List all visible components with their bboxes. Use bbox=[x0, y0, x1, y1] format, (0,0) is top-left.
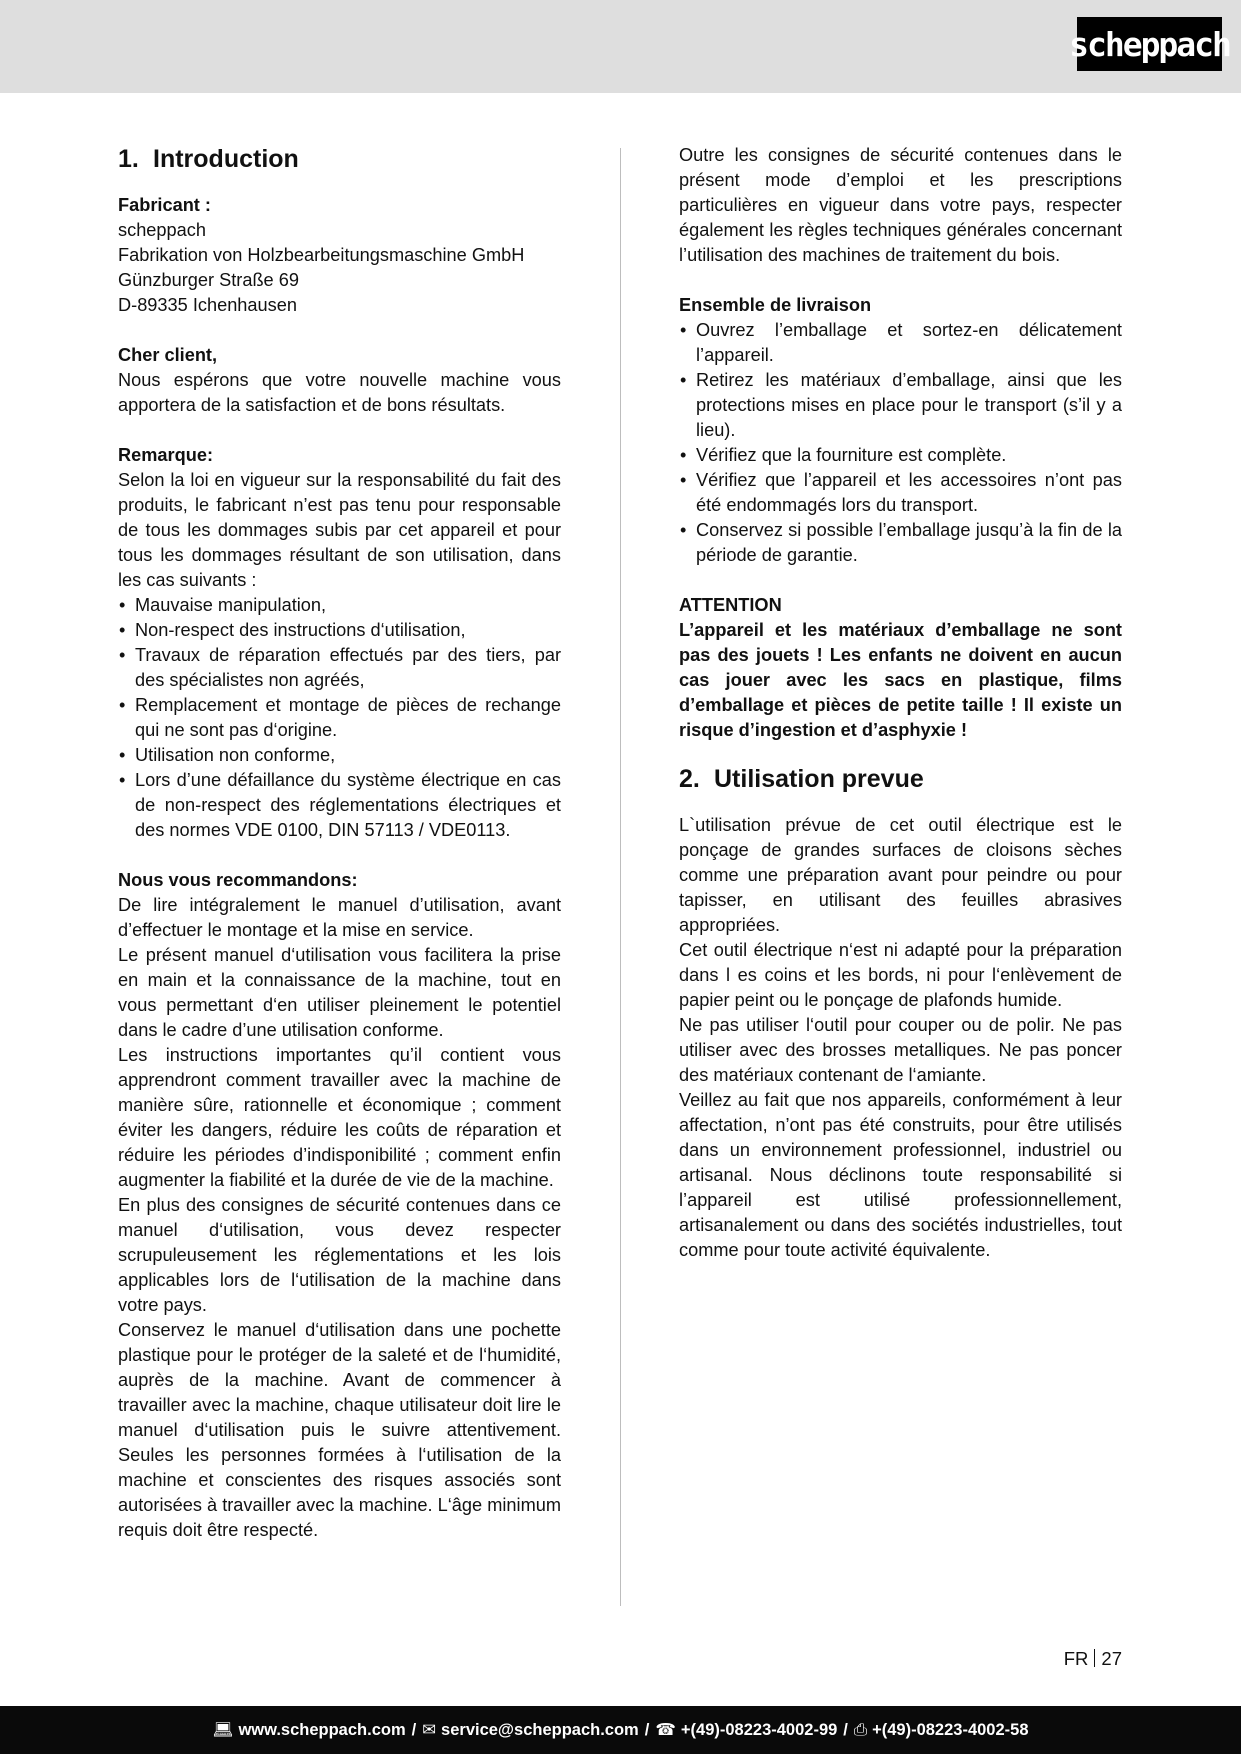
left-column bbox=[118, 143, 561, 1543]
manufacturer-line: Günzburger Straße 69 bbox=[118, 270, 299, 290]
note-label: Remarque: bbox=[118, 445, 214, 465]
recommend-paragraph: En plus des consignes de sécurité contenues dans ce manuel d‘utilisation, vous devez respecter scrupuleusement les réglementations et les lois applicables lors de l‘utilisation de la machine dans votre pays. bbox=[118, 1195, 561, 1315]
footer-fax: +(49)-08223-4002-58 bbox=[872, 1720, 1029, 1739]
delivery-label: Ensemble de livraison bbox=[679, 295, 872, 315]
attention-label: ATTENTION bbox=[679, 595, 782, 615]
footer-separator: / bbox=[843, 1720, 848, 1739]
list-item: • Utilisation non conforme, bbox=[118, 743, 561, 768]
greeting-label: Cher client, bbox=[118, 345, 218, 365]
section-heading-introduction bbox=[118, 143, 561, 175]
delivery-list bbox=[679, 318, 1122, 568]
recommend-paragraph: Conservez le manuel d‘utilisation dans une pochette plastique pour le protéger de la saleté et de l‘humidité, auprès de la machine. Avant de commencer à travailler avec la machine, chaque utilisateur doit lire le manuel d‘utilisation puis le suivre attentivement. Seules les personnes formées à l‘utilisation de la machine et conscientes des risques associés sont autorisées à travailler avec la machine. L‘âge minimum requis doit être respecté. bbox=[118, 1320, 561, 1540]
section-heading-intended-use bbox=[679, 763, 1122, 795]
manufacturer-label: Fabricant : bbox=[118, 195, 211, 215]
footer-phone: +(49)-08223-4002-99 bbox=[680, 1720, 838, 1739]
safety-intro-text: Outre les consignes de sécurité contenues dans le présent mode d’emploi et les prescriptions particulières en vigueur dans votre pays, respecter également les règles techniques générales concernant l’utilisation des machines de traitement du bois. bbox=[679, 145, 1122, 265]
right-column bbox=[679, 143, 1122, 1263]
section-number: 2. bbox=[679, 765, 700, 793]
attention-text: L’appareil et les matériaux d’emballage ne sont pas des jouets ! Les enfants ne doivent en aucun cas jouer avec les sacs en plastique, films d’emballage et pièces de petite taille ! Il existe un risque d’ingestion et d’asphyxie ! bbox=[679, 620, 1122, 740]
list-item: • Travaux de réparation effectués par des tiers, par des spécialistes non agréés, bbox=[118, 643, 561, 693]
list-item: • Mauvaise manipulation, bbox=[118, 593, 561, 618]
section-title: Utilisation prevue bbox=[714, 765, 924, 793]
list-item: • Remplacement et montage de pièces de rechange qui ne sont pas d‘origine. bbox=[118, 693, 561, 743]
list-item: • Vérifiez que la fourniture est complète. bbox=[679, 443, 1122, 468]
envelope-icon: ✉︎ bbox=[422, 1721, 437, 1739]
page-number bbox=[1040, 1646, 1122, 1671]
usage-paragraph: Cet outil électrique n‘est ni adapté pour la préparation dans l es coins et les bords, ni pour l‘enlèvement de papier peint ou le ponçage de plafonds humide. bbox=[679, 940, 1122, 1010]
list-item: • Vérifiez que l’appareil et les accessoires n’ont pas été endommagés lors du transport. bbox=[679, 468, 1122, 518]
footer-separator: / bbox=[411, 1720, 417, 1739]
manufacturer-line: D-89335 Ichenhausen bbox=[118, 295, 297, 315]
recommend-paragraph: Les instructions importantes qu’il contient vous apprendront comment travailler avec la machine de manière sûre, rationnelle et économique ; comment éviter les dangers, réduire les coûts de réparation et réduire les périodes d’indisponibilité ; comment enfin augmenter la fiabilité et la durée de vie de la machine. bbox=[118, 1045, 561, 1190]
brand-logo: scheppach bbox=[1077, 17, 1222, 71]
list-item: • Retirez les matériaux d’emballage, ainsi que les protections mises en place pour le transport (s’il y a lieu). bbox=[679, 368, 1122, 443]
column-divider bbox=[620, 148, 621, 1606]
page-number-value: 27 bbox=[1101, 1648, 1122, 1669]
page-number-separator bbox=[1094, 1649, 1095, 1667]
usage-paragraph: L`utilisation prévue de cet outil électrique est le ponçage de grandes surfaces de cloisons sèches comme une préparation avant pour peindre ou pour tapisser, en utilisant des feuilles abrasives appropriées. bbox=[679, 815, 1122, 935]
note-text: Selon la loi en vigueur sur la responsabilité du fait des produits, le fabricant n’est pas tenu pour responsable de tous les dommages subis par cet appareil et pour tous les dommages résultant de son utilisation, dans les cas suivants : bbox=[118, 470, 561, 590]
note-list bbox=[118, 593, 561, 843]
section-title: Introduction bbox=[153, 145, 299, 173]
manufacturer-line: Fabrikation von Holzbearbeitungsmaschine GmbH bbox=[118, 245, 525, 265]
list-item: • Non-respect des instructions d‘utilisation, bbox=[118, 618, 561, 643]
list-item: • Conservez si possible l’emballage jusqu’à la fin de la période de garantie. bbox=[679, 518, 1122, 568]
phone-icon: ☎︎ bbox=[655, 1721, 676, 1739]
computer-icon: 💻︎ bbox=[212, 1720, 234, 1739]
recommend-paragraph: De lire intégralement le manuel d’utilisation, avant d’effectuer le montage et la mise en service. bbox=[118, 895, 561, 940]
language-code: FR bbox=[1063, 1648, 1089, 1669]
usage-paragraph: Veillez au fait que nos appareils, conformément à leur affectation, n’ont pas été construits, pour être utilisés dans un environnement professionnel, industriel ou artisanal. Nous déclinons toute responsabilité si l’appareil est utilisé professionnellement, artisanalement ou dans des sociétés industrielles, tout comme pour toute activité équivalente. bbox=[679, 1090, 1122, 1260]
list-item: • Ouvrez l’emballage et sortez-en délicatement l’appareil. bbox=[679, 318, 1122, 368]
manufacturer-line: scheppach bbox=[118, 220, 206, 240]
footer-contact-bar bbox=[0, 1706, 1241, 1754]
footer-separator: / bbox=[644, 1720, 650, 1739]
usage-paragraph: Ne pas utiliser l‘outil pour couper ou de polir. Ne pas utiliser avec des brosses metalliques. Ne pas poncer des matériaux contenant de l‘amiante. bbox=[679, 1015, 1122, 1085]
recommend-label: Nous vous recommandons: bbox=[118, 870, 358, 890]
fax-icon: ⎙ bbox=[853, 1720, 868, 1739]
header-band bbox=[0, 0, 1241, 93]
footer-website-link[interactable]: www.scheppach.com bbox=[238, 1720, 406, 1739]
footer-email-link[interactable]: service@scheppach.com bbox=[441, 1720, 639, 1739]
section-number: 1. bbox=[118, 145, 139, 173]
recommend-paragraph: Le présent manuel d‘utilisation vous facilitera la prise en main et la connaissance de la machine, tout en vous permettant d‘en utiliser pleinement le potentiel dans le cadre d’une utilisation conforme. bbox=[118, 945, 561, 1040]
list-item: • Lors d’une défaillance du système électrique en cas de non-respect des réglementations électriques et des normes VDE 0100, DIN 57113 / VDE0113. bbox=[118, 768, 561, 843]
greeting-text: Nous espérons que votre nouvelle machine vous apportera de la satisfaction et de bons résultats. bbox=[118, 370, 561, 415]
